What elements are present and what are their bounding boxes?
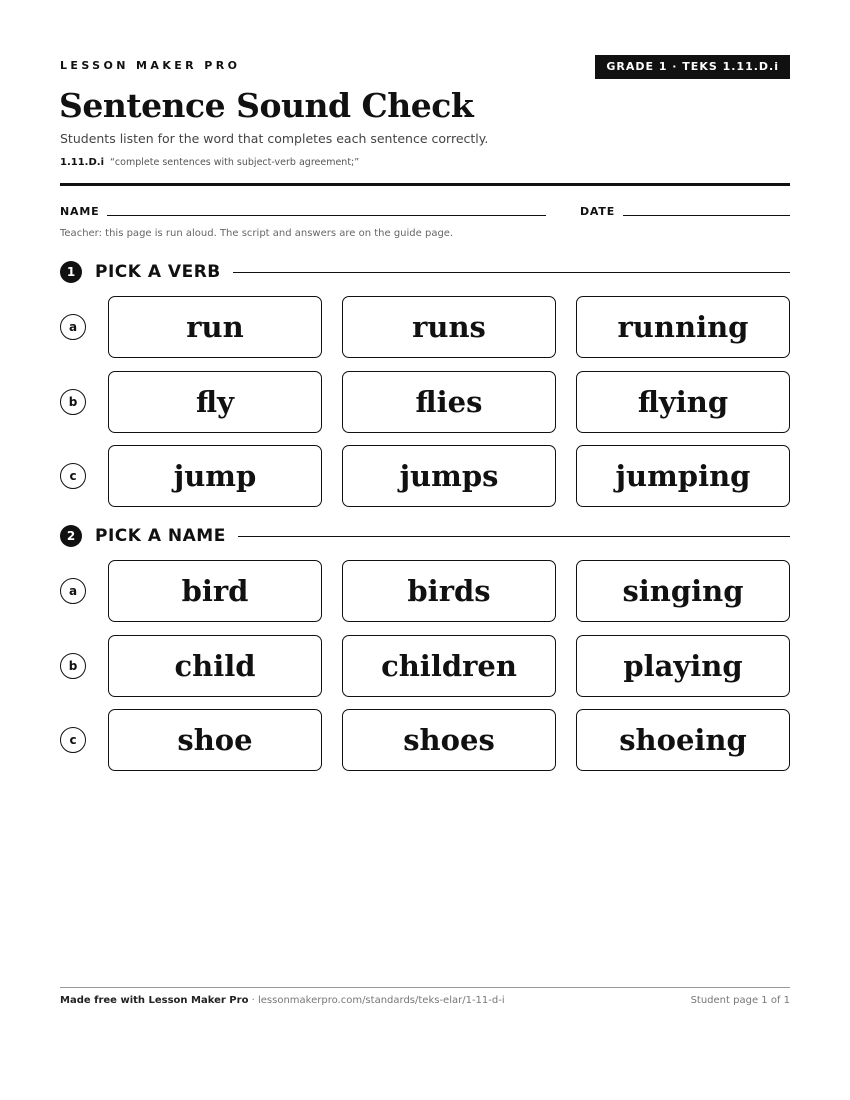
date-label: DATE <box>580 205 616 218</box>
question-row <box>60 560 790 622</box>
word-choice-box[interactable]: jump <box>108 445 322 507</box>
standard-code: 1.11.D.i <box>60 157 104 168</box>
footer-credit <box>60 995 505 1006</box>
word-choice-box[interactable]: shoe <box>108 709 322 771</box>
word-choice-box[interactable]: child <box>108 635 322 697</box>
page-subtitle: Students listen for the word that completes each sentence correctly. <box>60 131 489 146</box>
row-letter: b <box>60 389 86 415</box>
teacher-note: Teacher: this page is run aloud. The script and answers are on the guide page. <box>60 228 454 239</box>
footer-divider <box>60 987 790 988</box>
word-choice-box[interactable]: bird <box>108 560 322 622</box>
word-choice-box[interactable]: jumps <box>342 445 556 507</box>
row-letter: b <box>60 653 86 679</box>
standard-text: “complete sentences with subject-verb agreement;” <box>110 157 360 168</box>
word-choice-box[interactable]: fly <box>108 371 322 433</box>
section-title: PICK A VERB <box>95 262 221 282</box>
name-line[interactable] <box>107 215 546 216</box>
page-title: Sentence Sound Check <box>59 86 474 125</box>
word-choice-box[interactable]: playing <box>576 635 790 697</box>
date-line[interactable] <box>623 215 790 216</box>
section-rule <box>233 272 790 273</box>
row-letter: a <box>60 314 86 340</box>
word-choice-box[interactable]: shoeing <box>576 709 790 771</box>
word-choice-box[interactable]: birds <box>342 560 556 622</box>
word-choice-box[interactable]: running <box>576 296 790 358</box>
word-choice-box[interactable]: runs <box>342 296 556 358</box>
section-rule <box>238 536 790 537</box>
word-choice-box[interactable]: singing <box>576 560 790 622</box>
word-choice-box[interactable]: flies <box>342 371 556 433</box>
grade-badge: GRADE 1 · TEKS 1.11.D.i <box>595 55 790 79</box>
word-choice-box[interactable]: flying <box>576 371 790 433</box>
question-row <box>60 445 790 507</box>
footer-page-number: Student page 1 of 1 <box>690 995 790 1006</box>
question-row <box>60 371 790 433</box>
row-letter: c <box>60 463 86 489</box>
header-divider <box>60 183 790 186</box>
footer-url[interactable]: · lessonmakerpro.com/standards/teks-elar/1-11-d-i <box>248 995 505 1006</box>
section-heading <box>60 525 790 547</box>
brand-name: LESSON MAKER PRO <box>60 59 241 72</box>
section-number-badge: 1 <box>60 261 82 283</box>
question-row <box>60 296 790 358</box>
question-row <box>60 635 790 697</box>
question-row <box>60 709 790 771</box>
word-choice-box[interactable]: shoes <box>342 709 556 771</box>
section-number-badge: 2 <box>60 525 82 547</box>
row-letter: a <box>60 578 86 604</box>
word-choice-box[interactable]: run <box>108 296 322 358</box>
word-choice-box[interactable]: jumping <box>576 445 790 507</box>
footer-made-with: Made free with Lesson Maker Pro <box>60 995 249 1006</box>
section-heading <box>60 261 790 283</box>
row-letter: c <box>60 727 86 753</box>
name-label: NAME <box>60 205 100 218</box>
section-title: PICK A NAME <box>95 526 226 546</box>
standard-line <box>60 157 359 168</box>
word-choice-box[interactable]: children <box>342 635 556 697</box>
